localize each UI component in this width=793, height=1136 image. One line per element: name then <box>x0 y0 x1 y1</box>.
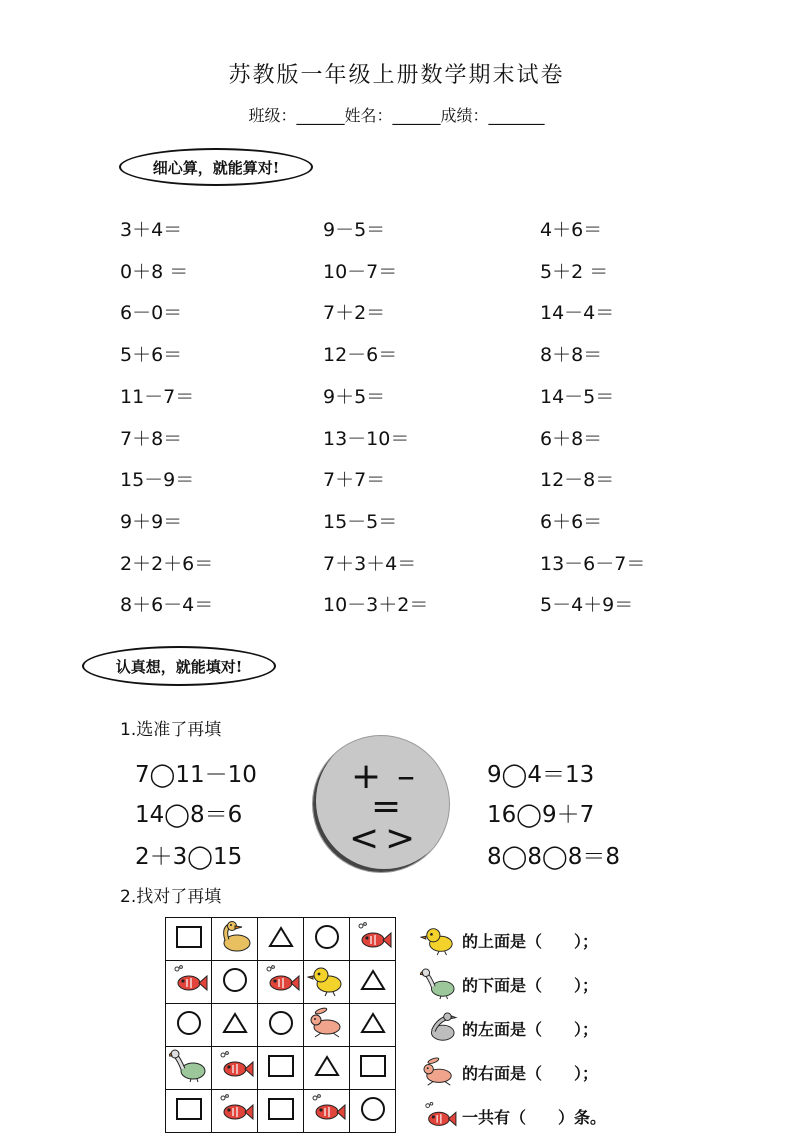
triangle-icon <box>268 933 294 952</box>
grid-cell <box>166 918 212 961</box>
fish-icon <box>420 1100 458 1132</box>
equation: 5－4＋9＝ <box>540 594 634 617</box>
rabbit-icon <box>420 1056 458 1088</box>
equation: 11－7＝ <box>120 385 195 408</box>
equation: 3＋4＝ <box>120 219 183 241</box>
square-icon <box>360 1055 386 1077</box>
question-text: 的右面是（ ）； <box>462 1063 599 1083</box>
grid-cell <box>212 1047 258 1090</box>
grid-row <box>166 1047 396 1090</box>
triangle-icon <box>360 1019 386 1038</box>
compare-right-3: 8◯8◯8＝8 <box>487 844 621 870</box>
page-title: 苏教版一年级上册数学期末试卷 <box>228 63 565 88</box>
less-than-symbol: < <box>349 818 380 859</box>
section2-banner-text: 认真想，就能填对! <box>115 657 243 676</box>
equation: 9＋9＝ <box>120 510 183 533</box>
grid-cell <box>304 1047 350 1090</box>
grid-cell <box>304 1090 350 1133</box>
equation: 12－6＝ <box>323 344 398 367</box>
equation: 2＋2＋6＝ <box>120 552 214 575</box>
grid-cell <box>350 1004 396 1047</box>
square-icon <box>176 926 202 948</box>
grid-cell <box>212 1004 258 1047</box>
equation: 5＋2 ＝ <box>540 260 609 283</box>
grid-cell <box>258 1004 304 1047</box>
grid-cell <box>212 961 258 1004</box>
compare-right-2: 16◯9＋7 <box>487 802 595 828</box>
compare-left-1: 7◯11－10 <box>135 762 257 788</box>
equation: 9＋5＝ <box>323 385 386 408</box>
equation: 6＋6＝ <box>540 510 603 533</box>
position-question <box>420 1054 598 1090</box>
grid-cell <box>304 1004 350 1047</box>
grid-cell <box>212 918 258 961</box>
question-text: 的下面是（ ）； <box>462 975 599 995</box>
goose-icon <box>169 1068 209 1087</box>
fish-icon <box>215 1111 255 1130</box>
compare-left-2: 14◯8＝6 <box>135 802 243 828</box>
equation: 7＋7＝ <box>323 469 386 492</box>
fish-icon <box>215 1068 255 1087</box>
grid-cell <box>304 918 350 961</box>
grid-row <box>166 1090 396 1133</box>
shape-grid <box>165 917 396 1133</box>
grid-cell <box>258 1090 304 1133</box>
equation: 9－5＝ <box>323 219 386 241</box>
equation: 13－10＝ <box>323 427 410 450</box>
student-info-line: 班级：______姓名：______成绩：_______ <box>248 106 545 125</box>
chick-icon <box>420 924 458 956</box>
equation: 7＋3＋4＝ <box>323 552 417 575</box>
grid-cell <box>258 1047 304 1090</box>
question-text: 一共有（ ）条。 <box>462 1107 607 1127</box>
equation: 5＋6＝ <box>120 344 183 367</box>
grid-row <box>166 1004 396 1047</box>
grid-cell <box>258 918 304 961</box>
circle-icon <box>177 1011 201 1035</box>
plus-symbol: + <box>351 756 382 797</box>
rabbit-icon <box>307 1025 347 1044</box>
equation: 15－9＝ <box>120 469 195 492</box>
section1-banner-text: 细心算，就能算对! <box>152 158 280 177</box>
equation: 12－8＝ <box>540 469 615 492</box>
circle-icon <box>315 925 339 949</box>
triangle-icon <box>222 1019 248 1038</box>
circle-icon <box>361 1097 385 1121</box>
duck-icon <box>215 939 255 958</box>
equation: 7＋2＝ <box>323 302 386 325</box>
position-question <box>420 966 598 1002</box>
grid-cell <box>166 961 212 1004</box>
question-text: 的左面是（ ）； <box>462 1019 599 1039</box>
equation: 7＋8＝ <box>120 427 183 450</box>
grid-cell <box>350 1090 396 1133</box>
equation: 6－0＝ <box>120 302 183 325</box>
position-question <box>420 922 598 958</box>
compare-left-3: 2＋3◯15 <box>135 844 243 870</box>
goose-gray-icon <box>420 1012 458 1044</box>
question2-heading: 2.找对了再填 <box>120 887 222 907</box>
equation: 8＋6－4＝ <box>120 594 214 617</box>
compare-right-1: 9◯4＝13 <box>487 762 595 788</box>
fish-icon <box>353 939 393 958</box>
question1-heading: 1.选准了再填 <box>120 720 222 740</box>
section2-banner <box>82 646 276 686</box>
grid-cell <box>350 961 396 1004</box>
equation: 6＋8＝ <box>540 427 603 450</box>
equals-symbol: = <box>371 786 402 827</box>
equation: 13－6－7＝ <box>540 552 646 575</box>
grid-cell <box>166 1004 212 1047</box>
equation: 8＋8＝ <box>540 344 603 367</box>
section1-banner <box>119 148 313 186</box>
fish-icon <box>169 982 209 1001</box>
chick-icon <box>307 982 347 1001</box>
triangle-icon <box>314 1062 340 1081</box>
equation: 0＋8 ＝ <box>120 260 189 283</box>
circle-icon <box>269 1011 293 1035</box>
goose-icon <box>420 968 458 1000</box>
square-icon <box>268 1055 294 1077</box>
grid-cell <box>166 1047 212 1090</box>
square-icon <box>268 1098 294 1120</box>
equation: 14－4＝ <box>540 302 615 325</box>
grid-row <box>166 961 396 1004</box>
equation: 14－5＝ <box>540 385 615 408</box>
grid-cell <box>212 1090 258 1133</box>
question-text: 的上面是（ ）； <box>462 931 599 951</box>
grid-cell <box>166 1090 212 1133</box>
fish-icon <box>261 982 301 1001</box>
position-question <box>420 1098 606 1134</box>
greater-than-symbol: > <box>385 818 416 859</box>
grid-cell <box>304 961 350 1004</box>
symbol-circle <box>312 735 450 873</box>
circle-icon <box>223 968 247 992</box>
minus-symbol: – <box>397 756 415 797</box>
equation: 4＋6＝ <box>540 219 603 241</box>
equation: 15－5＝ <box>323 510 398 533</box>
grid-cell <box>350 1047 396 1090</box>
grid-cell <box>350 918 396 961</box>
equation: 10－3＋2＝ <box>323 594 429 617</box>
fish-icon <box>307 1111 347 1130</box>
equation: 10－7＝ <box>323 260 398 283</box>
square-icon <box>176 1098 202 1120</box>
triangle-icon <box>360 976 386 995</box>
grid-row <box>166 918 396 961</box>
position-question <box>420 1010 598 1046</box>
grid-cell <box>258 961 304 1004</box>
